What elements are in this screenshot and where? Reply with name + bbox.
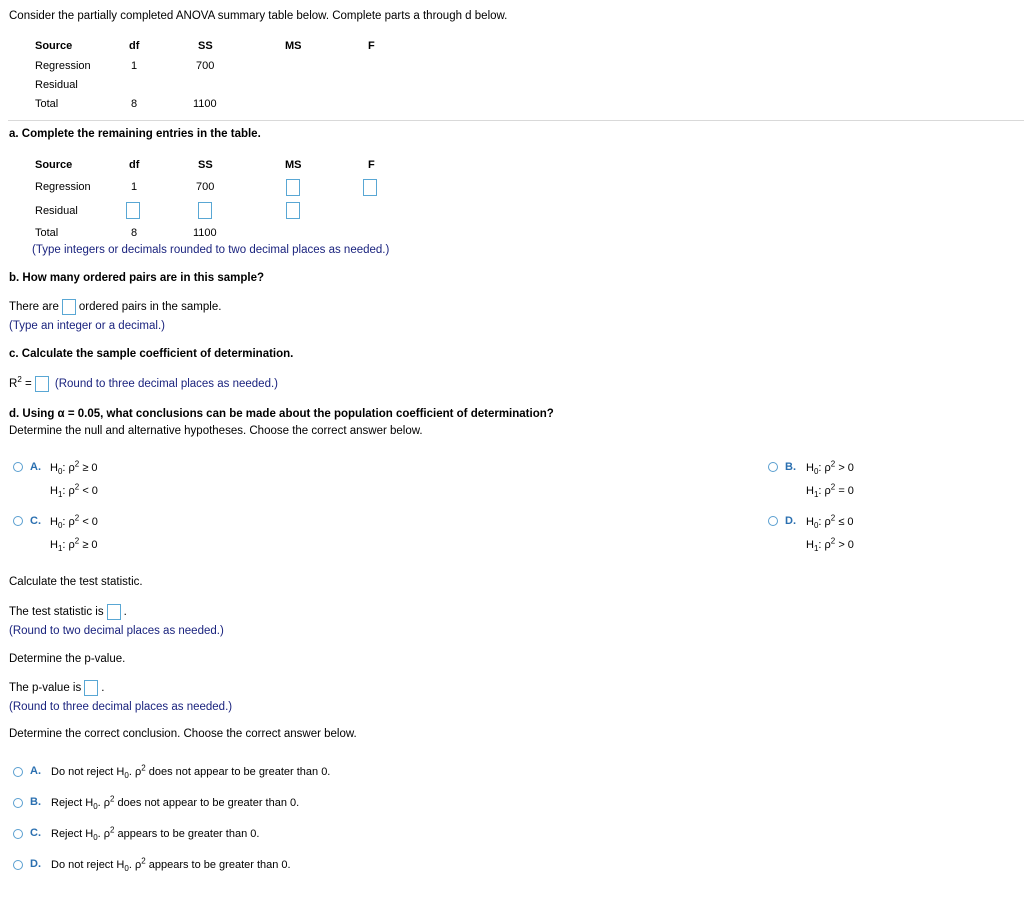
pvalue-input[interactable] [84, 680, 98, 696]
regression-f-input[interactable] [363, 179, 377, 196]
row-total-ss: 1100 [193, 227, 217, 239]
radio-button[interactable] [13, 516, 23, 526]
conclusion-prompt: Determine the correct conclusion. Choose the correct answer below. [9, 728, 357, 740]
radio-button[interactable] [768, 462, 778, 472]
alternative-hypothesis: $H_1$: $\rho^2 = 0$ [806, 482, 854, 500]
option-letter: A. [30, 461, 41, 473]
part-a-prompt: a. Complete the remaining entries in the table. [9, 128, 261, 140]
alternative-hypothesis: $H_1$: $\rho^2 < 0$ [50, 482, 98, 500]
test-statistic-line: The test statistic is . [9, 604, 127, 620]
test-statistic-hint: (Round to two decimal places as needed.) [9, 625, 224, 637]
row-residual-source: Residual [35, 79, 78, 91]
row-regression-source: Regression [35, 181, 91, 193]
null-hypothesis: $H_0$: $\rho^2 \le 0$ [806, 513, 854, 531]
row-regression-ss: 700 [196, 181, 215, 193]
header-ms: MS [285, 159, 302, 171]
conclusion-text: Reject $H_0$. $\rho^2$ appears to be greater than 0. [51, 825, 260, 843]
option-letter: A. [30, 765, 41, 777]
test-statistic-prompt: Calculate the test statistic. [9, 576, 143, 588]
part-c-prompt: c. Calculate the sample coefficient of determination. [9, 348, 294, 360]
conclusion-text: Do not reject $H_0$. $\rho^2$ appears to be greater than 0. [51, 856, 291, 874]
option-letter: B. [785, 461, 796, 473]
row-residual-source: Residual [35, 205, 78, 217]
header-ss: SS [198, 159, 213, 171]
pvalue-line: The p-value is . [9, 680, 104, 696]
test-statistic-input[interactable] [107, 604, 121, 620]
row-total-df: 8 [131, 227, 138, 239]
part-b-hint: (Type an integer or a decimal.) [9, 320, 165, 332]
pvalue-prompt: Determine the p-value. [9, 653, 126, 665]
radio-button[interactable] [13, 767, 23, 777]
radio-button[interactable] [13, 829, 23, 839]
ordered-pairs-input[interactable] [62, 299, 76, 315]
intro-text: Consider the partially completed ANOVA summary table below. Complete parts a through d below. [9, 10, 508, 22]
radio-button[interactable] [13, 798, 23, 808]
null-hypothesis: $H_0$: $\rho^2 < 0$ [50, 513, 98, 531]
residual-df-input[interactable] [126, 202, 140, 219]
conclusion-text: Reject $H_0$. $\rho^2$ does not appear to be greater than 0. [51, 794, 300, 812]
header-source: Source [35, 159, 73, 171]
hypotheses-prompt: Determine the null and alternative hypotheses. Choose the correct answer below. [9, 425, 423, 437]
regression-ms-input[interactable] [286, 179, 300, 196]
radio-button[interactable] [13, 860, 23, 870]
divider [8, 120, 1024, 121]
option-letter: D. [785, 515, 796, 527]
header-df: df [129, 159, 140, 171]
header-f: F [368, 40, 375, 52]
radio-button[interactable] [13, 462, 23, 472]
r-squared-line: $R^2$ = (Round to three decimal places as needed.) [9, 375, 278, 391]
header-ss: SS [198, 40, 213, 52]
ordered-pairs-line: There are ordered pairs in the sample. [9, 299, 221, 315]
header-source: Source [35, 40, 73, 52]
row-regression-ss: 700 [196, 60, 215, 72]
radio-button[interactable] [768, 516, 778, 526]
row-regression-df: 1 [131, 60, 138, 72]
row-total-source: Total [35, 227, 59, 239]
option-letter: C. [30, 827, 41, 839]
part-b-prompt: b. How many ordered pairs are in this sample? [9, 272, 264, 284]
header-f: F [368, 159, 375, 171]
residual-ms-input[interactable] [286, 202, 300, 219]
residual-ss-input[interactable] [198, 202, 212, 219]
header-df: df [129, 40, 140, 52]
header-ms: MS [285, 40, 302, 52]
r-squared-input[interactable] [35, 376, 49, 392]
pvalue-hint: (Round to three decimal places as needed.) [9, 701, 233, 713]
part-d-prompt: d. Using α = 0.05, what conclusions can be made about the population coefficient of determination? [9, 408, 554, 420]
alternative-hypothesis: $H_1$: $\rho^2 \ge 0$ [50, 536, 98, 554]
row-total-source: Total [35, 98, 59, 110]
row-total-df: 8 [131, 98, 138, 110]
alternative-hypothesis: $H_1$: $\rho^2 > 0$ [806, 536, 854, 554]
part-a-hint: (Type integers or decimals rounded to two decimal places as needed.) [32, 244, 390, 256]
option-letter: B. [30, 796, 41, 808]
row-regression-source: Regression [35, 60, 91, 72]
option-letter: D. [30, 858, 41, 870]
option-letter: C. [30, 515, 41, 527]
null-hypothesis: $H_0$: $\rho^2 > 0$ [806, 459, 854, 477]
row-total-ss: 1100 [193, 98, 217, 110]
null-hypothesis: $H_0$: $\rho^2 \ge 0$ [50, 459, 98, 477]
row-regression-df: 1 [131, 181, 138, 193]
conclusion-text: Do not reject $H_0$. $\rho^2$ does not appear to be greater than 0. [51, 763, 331, 781]
